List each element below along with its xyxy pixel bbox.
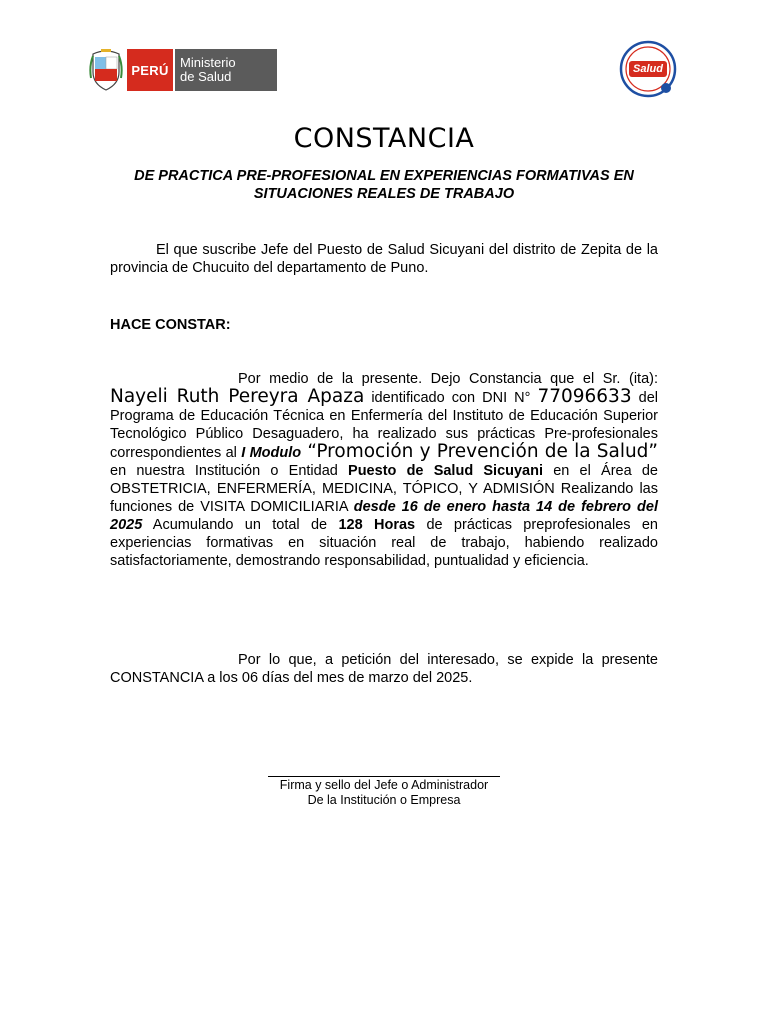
peru-coat-of-arms-icon	[89, 48, 123, 92]
body-text-5: en el Área de OBSTETRICIA, ENFERMERÍA, MEDICINA, TÓPICO, Y ADMISIÓN Realizando las funciones de VISITA DOMICILIARIA	[110, 463, 658, 515]
body-paragraph	[110, 370, 658, 570]
body-text-1: Por medio de la presente. Dejo Constancia que el Sr. (ita):	[238, 371, 658, 387]
module-label: I Modulo	[241, 445, 302, 461]
signature-line1: Firma y sello del Jefe o Administrador	[279, 778, 489, 792]
student-name: Nayeli Ruth Pereyra Apaza	[110, 386, 365, 407]
intro-paragraph: El que suscribe Jefe del Puesto de Salud Sicuyani del distrito de Zepita de la provincia de Chucuito del departamento de Puno.	[110, 242, 658, 276]
ministry-label	[175, 49, 277, 91]
body-text-6: Acumulando un total de	[142, 517, 339, 533]
signature-block	[234, 778, 534, 808]
salud-logo	[617, 40, 679, 98]
ministry-logo	[89, 48, 277, 92]
document-title: CONSTANCIA	[293, 123, 475, 154]
ministry-line2: de Salud	[180, 69, 232, 84]
subtitle-line2: SITUACIONES REALES DE TRABAJO	[253, 186, 515, 202]
salud-logo-text: Salud	[633, 63, 663, 75]
body-text-4: en nuestra Institución o Entidad	[110, 463, 349, 479]
practice-dates: desde 16 de enero hasta 14 de febrero del 2025	[110, 499, 658, 533]
body-text-7: de prácticas preprofesionales en experiencias formativas en situación real de trabajo, habiendo realizado satisfactoriamente, demostrando responsabilidad, puntualidad y eficiencia.	[110, 517, 658, 569]
entity-name: Puesto de Salud Sicuyani	[348, 463, 544, 479]
peru-label: PERÚ	[127, 49, 173, 91]
closing-paragraph: Por lo que, a petición del interesado, se expide la presente CONSTANCIA a los 06 días del mes de marzo del 2025.	[110, 652, 658, 686]
signature-line2: De la Institución o Empresa	[307, 793, 461, 807]
signature-line	[268, 776, 500, 777]
subtitle-line1: DE PRACTICA PRE-PROFESIONAL EN EXPERIENCIAS FORMATIVAS EN	[134, 168, 634, 184]
module-name: “Promoción y Prevención de la Salud”	[301, 441, 659, 462]
hace-constar-heading: HACE CONSTAR:	[110, 317, 231, 333]
body-text-3: del Programa de Educación Técnica en Enfermería del Instituto de Educación Superior Tecnológico Público Desaguadero, ha realizado sus prácticas Pre-profesionales correspondientes al	[110, 390, 658, 461]
document-subtitle	[110, 167, 658, 203]
total-hours: 128 Horas	[338, 517, 416, 533]
body-text-2: identificado con DNI N°	[364, 390, 538, 406]
student-dni: 77096633	[537, 386, 632, 407]
ministry-line1: Ministerio	[180, 55, 236, 70]
